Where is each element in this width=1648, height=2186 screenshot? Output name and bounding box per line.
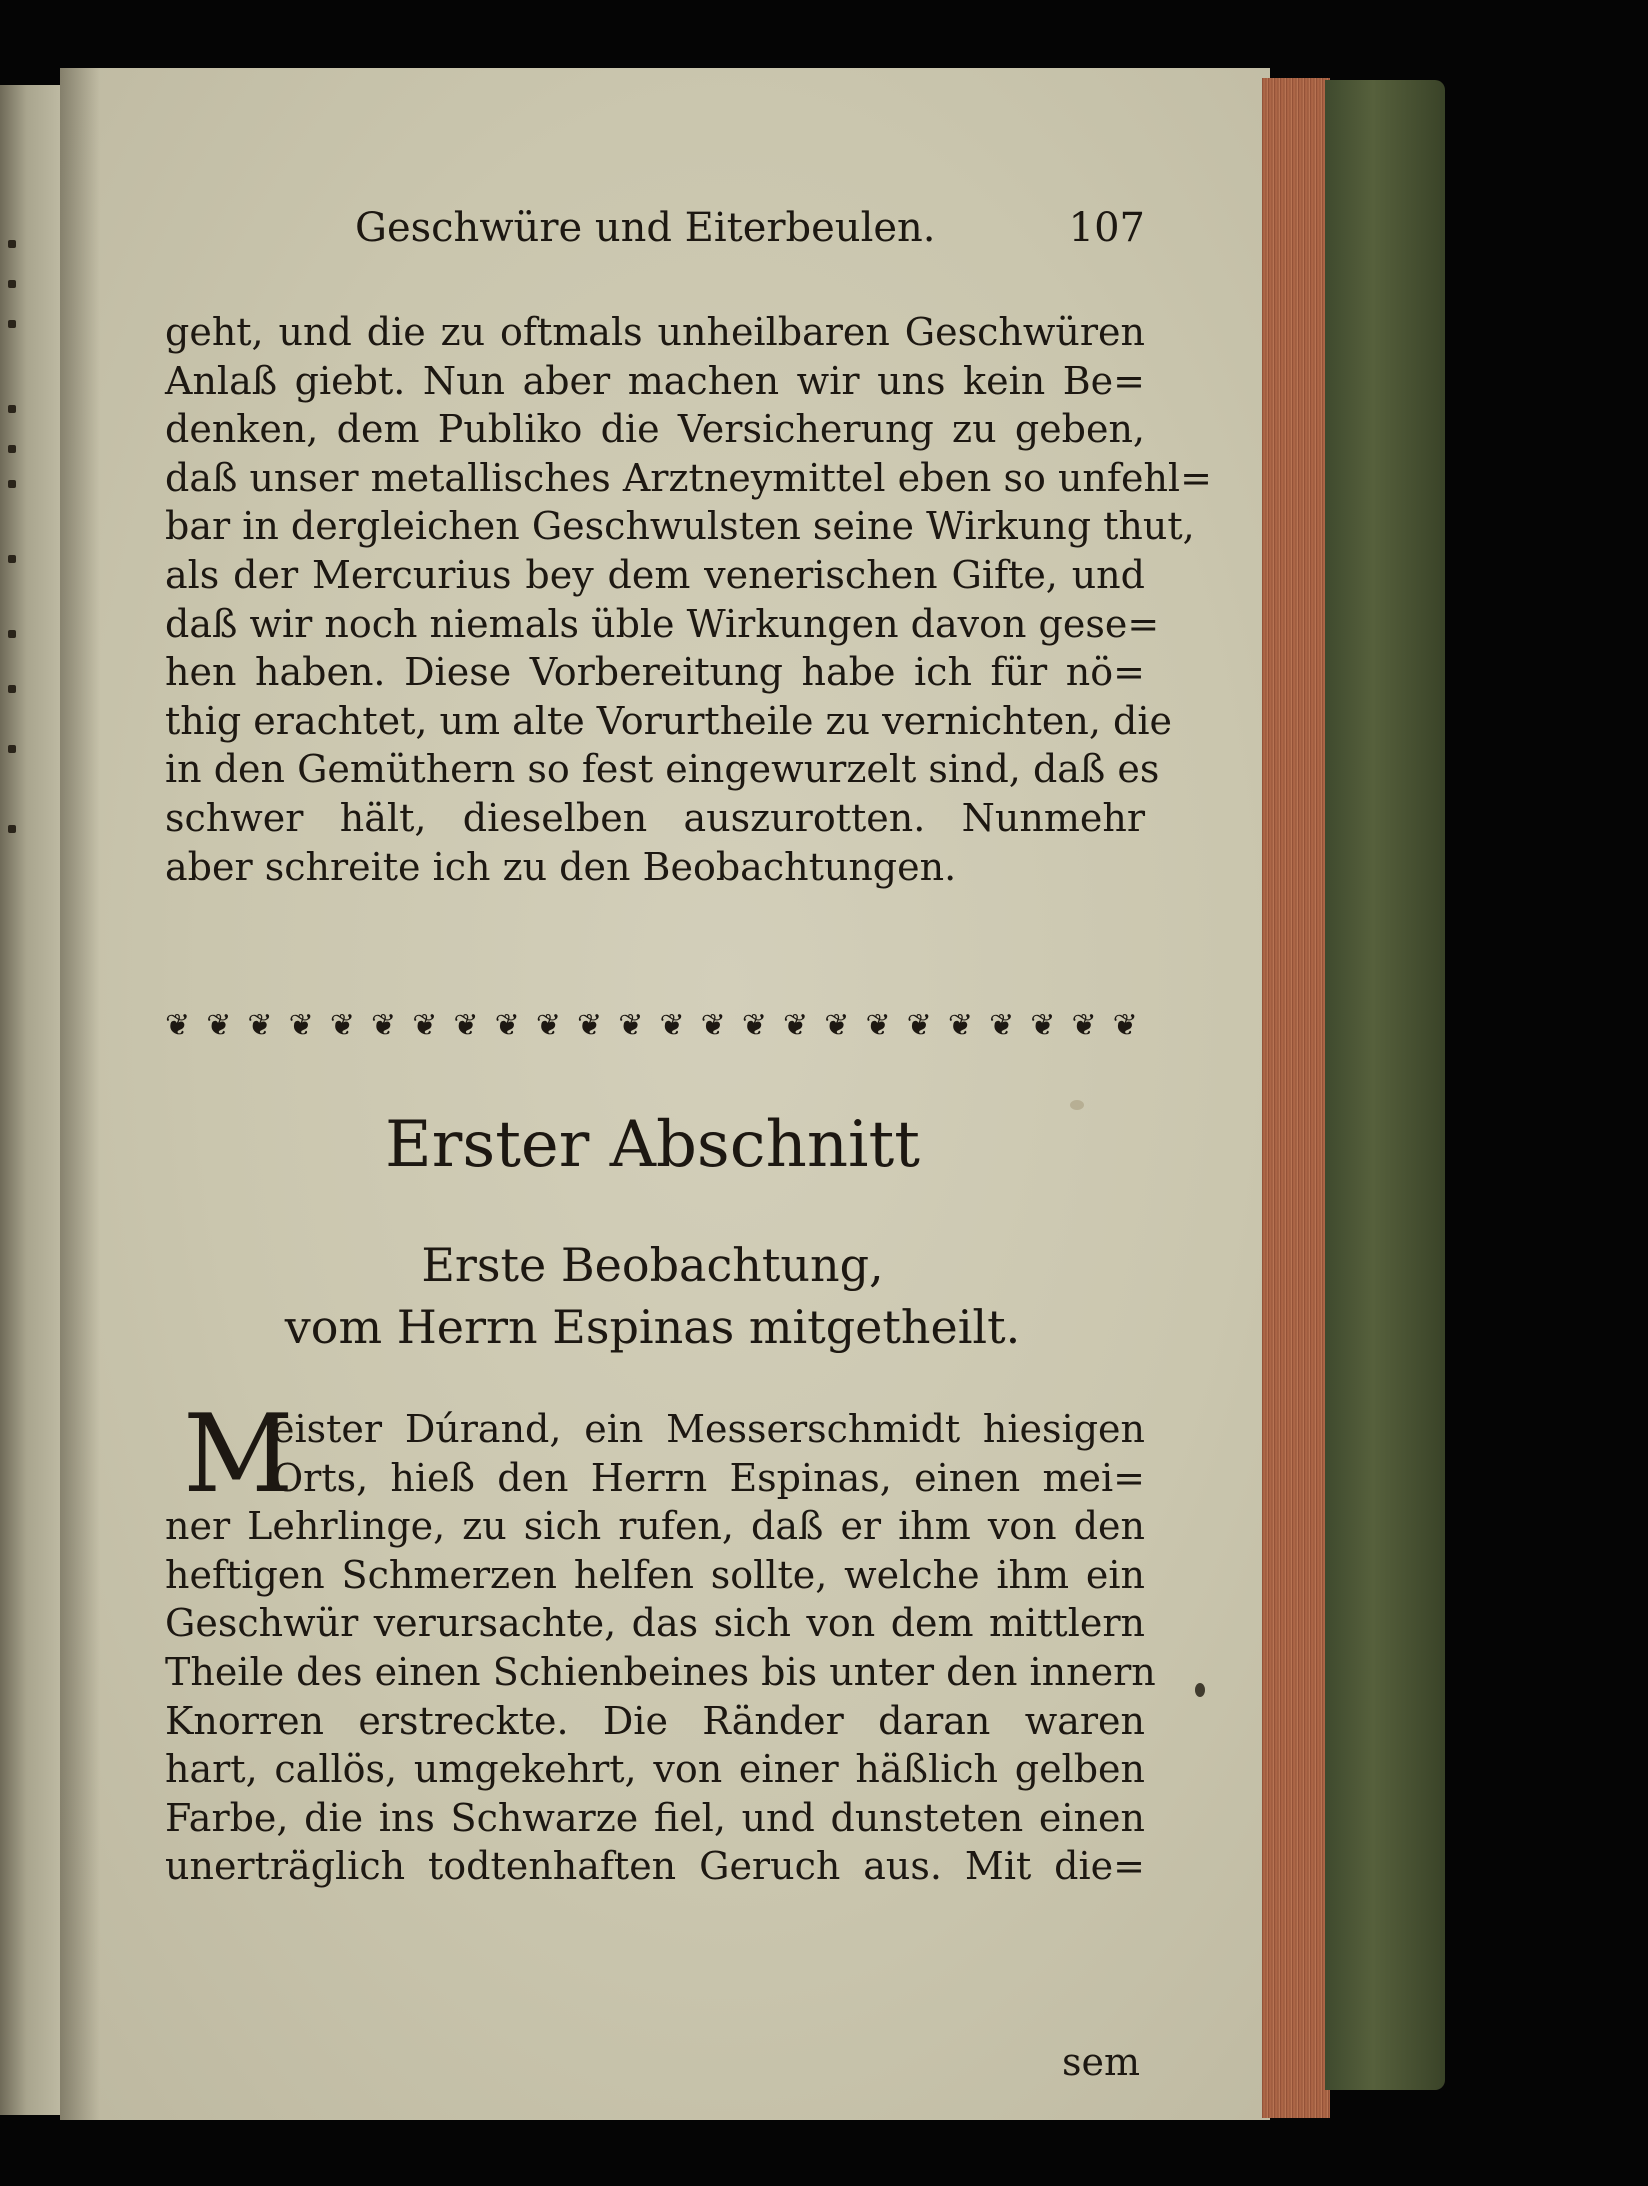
text-line: Knorren erstreckte. Die Ränder daran waren [165,1698,1145,1743]
ink-mark [8,320,16,328]
fleuron-icon: ❦ [700,1007,728,1043]
paragraph-2 [165,1392,1156,1891]
text-line: Farbe, die ins Schwarze fiel, und dunsteten einen [165,1795,1145,1840]
fleuron-icon: ❦ [494,1007,522,1043]
paragraph-1 [165,308,1212,891]
text-line: geht, und die zu oftmals unheilbaren Geschwüren [165,310,1145,354]
text-line: aber schreite ich zu den Beobachtungen. [165,844,957,889]
fleuron-icon: ❦ [865,1007,893,1043]
ink-mark [8,280,16,288]
fleuron-icon: ❦ [247,1007,275,1043]
text-line: bar in dergleichen Geschwulsten seine Wirkung thut, [165,504,1195,549]
running-head [355,205,1145,265]
spine-shadow [60,68,100,2120]
text-line: thig erachtet, um alte Vorurtheile zu vernichten, die [165,698,1172,743]
ink-mark [8,405,16,413]
text-line: Theile des einen Schienbeines bis unter den innern [165,1649,1156,1694]
text-line: schwer hält, dieselben auszurotten. Nunmehr [165,795,1145,840]
fleuron-icon: ❦ [1071,1007,1099,1043]
fleuron-icon: ❦ [1030,1007,1058,1043]
ink-mark [8,555,16,563]
ornament-rule [165,1005,1140,1045]
ink-mark [8,445,16,453]
fleuron-icon: ❦ [659,1007,687,1043]
fleuron-icon: ❦ [535,1007,563,1043]
text-line: daß unser metallisches Arztneymittel eben so unfehl= [165,455,1212,500]
ink-mark [8,480,16,488]
fleuron-icon: ❦ [371,1007,399,1043]
book-cover-edge [1325,80,1445,2090]
page-number: 107 [1068,205,1145,251]
fleuron-icon: ❦ [329,1007,357,1043]
text-line: denken, dem Publiko die Versicherung zu geben, [165,407,1145,452]
observation-title: Erste Beobachtung, [421,1238,884,1292]
fleuron-icon: ❦ [1112,1007,1140,1043]
text-line: Orts, hieß den Herrn Espinas, einen mei= [272,1455,1145,1500]
text-line: hart, callös, umgekehrt, von einer häßlich gelben [165,1747,1145,1792]
ink-mark [8,745,16,753]
fleuron-icon: ❦ [947,1007,975,1043]
text-line: unerträglich todtenhaften Geruch aus. Mit die= [165,1844,1145,1889]
fleuron-icon: ❦ [577,1007,605,1043]
ink-mark [8,685,16,693]
running-title: Geschwüre und Eiterbeulen. [355,205,936,251]
fleuron-icon: ❦ [288,1007,316,1043]
catchword: sem [1061,2040,1140,2084]
text-line: heftigen Schmerzen helfen sollte, welche ihm ein [165,1552,1145,1597]
text-line: eister Dúrand, ein Messerschmidt hiesigen [272,1407,1145,1451]
text-line: daß wir noch niemals üble Wirkungen davon gese= [165,601,1160,646]
fleuron-icon: ❦ [618,1007,646,1043]
text-line: Geschwür verursachte, das sich von dem mittlern [165,1601,1145,1646]
fleuron-icon: ❦ [206,1007,234,1043]
fleuron-icon: ❦ [824,1007,852,1043]
text-line: Anlaß giebt. Nun aber machen wir uns kein Be= [165,358,1145,403]
previous-page-edge [0,85,60,2115]
observation-subtitle: vom Herrn Espinas mitgetheilt. [284,1300,1021,1354]
fleuron-icon: ❦ [453,1007,481,1043]
page-stack-edge [1262,78,1330,2118]
ink-mark [8,825,16,833]
ink-mark [8,630,16,638]
fleuron-icon: ❦ [989,1007,1017,1043]
section-title: Erster Abschnitt [385,1108,920,1182]
drop-cap: M [183,1392,294,1517]
text-line: als der Mercurius bey dem venerischen Gifte, und [165,552,1145,597]
text-line: hen haben. Diese Vorbereitung habe ich für nö= [165,650,1145,695]
fleuron-icon: ❦ [165,1007,193,1043]
fleuron-icon: ❦ [906,1007,934,1043]
fleuron-icon: ❦ [783,1007,811,1043]
fleuron-icon: ❦ [412,1007,440,1043]
ink-spot [1195,1683,1205,1697]
fleuron-icon: ❦ [741,1007,769,1043]
text-line: ner Lehrlinge, zu sich rufen, daß er ihm von den [165,1504,1145,1549]
ink-mark [8,240,16,248]
text-line: in den Gemüthern so fest eingewurzelt sind, daß es [165,747,1160,792]
